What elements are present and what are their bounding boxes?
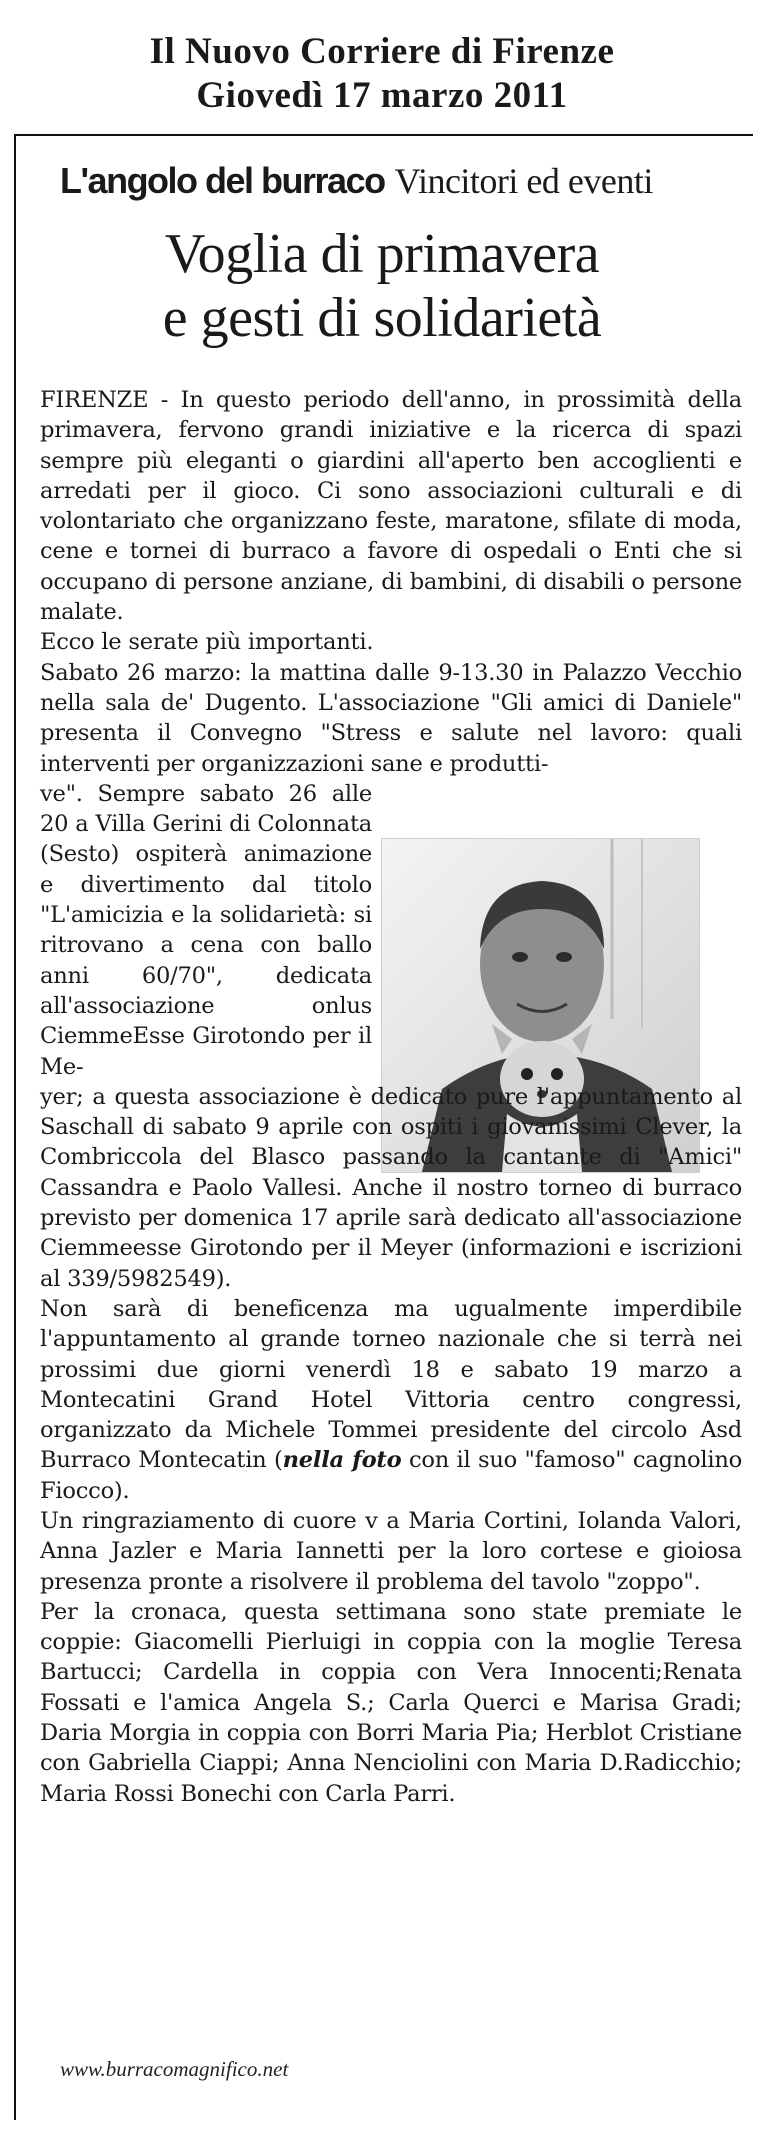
tournament-text-a: Non sarà di beneficenza ma ugualmente imperdibile l'appuntamento al grande torneo nazionale che si terrà nei prossimi due giorni venerdì 18 e sabato 19 marzo a Montecatini Grand Hotel Vittoria centro congressi, organizzato da Michele Tommei presidente del circolo Asd Burraco Montecatin ( <box>40 1295 742 1474</box>
issue-date: Giovedì 17 marzo 2011 <box>196 75 568 116</box>
article-body <box>40 385 742 1809</box>
paragraph-tournament <box>40 1294 742 1506</box>
paragraph-intro: FIRENZE - In questo periodo dell'anno, in prossimità della primavera, fervono grandi iniziative e la ricerca di spazi sempre più eleganti o giardini all'aperto ben accoglienti e arredati per il gioco. Ci sono associazioni culturali e di volontariato che organizzano feste, maratone, sfilate di moda, cene e tornei di burraco a favore di ospedali o Enti che si occupano di persone anziane, di bambini, di disabili o persone malate. <box>40 387 742 626</box>
paragraph-events-intro: Ecco le serate più importanti. <box>40 629 374 656</box>
paragraph-thanks: Un ringraziamento di cuore v a Maria Cortini, Iolanda Valori, Anna Jazler e Maria Iannetti per la loro cortese e gioiosa presenza pronte a risolvere il problema del tavolo "zoppo". <box>40 1507 742 1595</box>
newspaper-name: Il Nuovo Corriere di Firenze <box>149 31 615 72</box>
paragraph-events-continued: yer; a questa associazione è dedicato pure l'appuntamento al Saschall di sabato 9 aprile con ospiti i giovanissimi Clever, la Combriccola del Blasco passando la cantante di "Amici" Cassandra e Paolo Vallesi. Anche il nostro torneo di burraco previsto per domenica 17 aprile sarà dedicato all'associazione Ciemmeesse Girotondo per il Meyer (informazioni e iscrizioni al 339/5982549). <box>40 1083 742 1292</box>
section-subtitle: Vincitori ed eventi <box>394 161 653 201</box>
tournament-text-b: con il suo "famoso" cagnolino Fiocco). <box>40 1447 742 1504</box>
masthead <box>0 30 764 118</box>
headline-line-1: Voglia di primavera <box>164 223 600 285</box>
article-kicker <box>60 161 720 201</box>
article-headline <box>0 222 764 350</box>
paragraph-events-wrap: ve". Sempre sabato 26 alle 20 a Villa Gerini di Colonnata (Sesto) ospiterà animazione e divertimento dal titolo "L'amicizia e la solidarietà: si ritrovano a cena con ballo anni 60/70", dedicata all'associazione onlus CiemmeEsse Girotondo per il Me- <box>40 780 372 1080</box>
headline-line-2: e gesti di solidarietà <box>162 287 602 349</box>
website-url: www.burracomagnifico.net <box>60 2057 289 2081</box>
section-title: L'angolo del burraco <box>60 160 385 201</box>
photo-caption-ref: nella foto <box>282 1447 402 1474</box>
paragraph-events: Sabato 26 marzo: la mattina dalle 9-13.30 in Palazzo Vecchio nella sala de' Dugento. L'associazione "Gli amici di Daniele" presenta il Convegno "Stress e salute nel lavoro: quali interventi per organizzazioni sane e produtti- <box>40 659 742 777</box>
paragraph-winners: Per la cronaca, questa settimana sono state premiate le coppie: Giacomelli Pierluigi in coppia con la moglie Teresa Bartucci; Cardella in coppia con Vera Innocenti;Renata Fossati e l'amica Angela S.; Carla Querci e Marisa Gradi; Daria Morgia in coppia con Borri Maria Pia; Herblot Cristiane con Gabriella Ciappi; Anna Nenciolini con Maria D.Radicchio; Maria Rossi Bonechi con Carla Parri. <box>40 1598 742 1807</box>
